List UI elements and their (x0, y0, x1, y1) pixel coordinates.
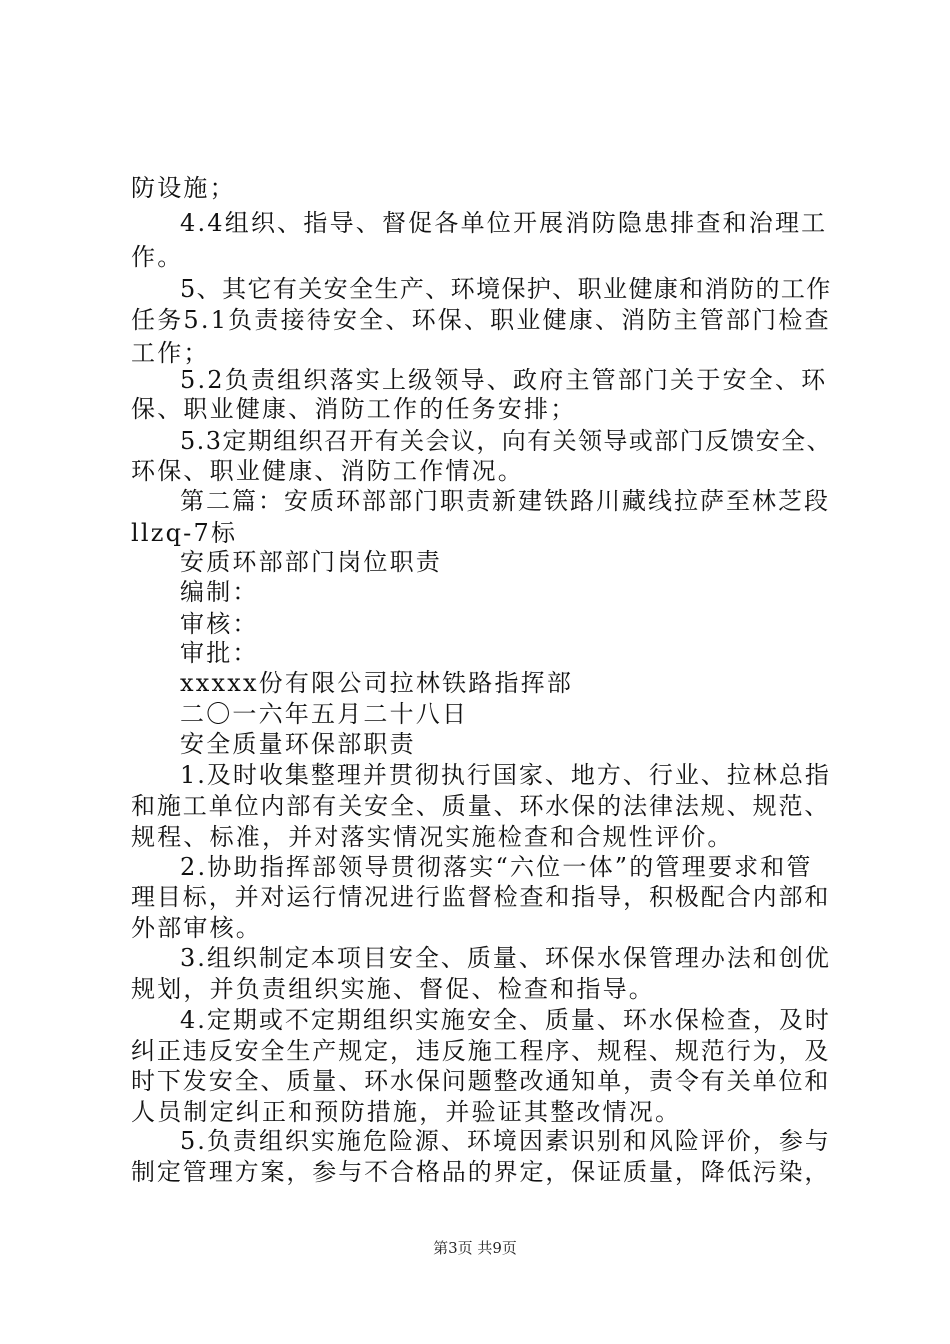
page-number-footer: 第3页 共9页 (433, 1239, 517, 1257)
text-line: 作。 (131, 243, 184, 271)
text-line: 理目标，并对运行情况进行监督检查和指导，积极配合内部和 (131, 883, 831, 911)
text-line: 环保、职业健康、消防工作情况。 (131, 457, 524, 485)
text-line: 编制： (180, 578, 259, 606)
text-line: 外部审核。 (131, 914, 262, 942)
text-line: 二〇一六年五月二十八日 (180, 700, 469, 728)
text-line: 4.定期或不定期组织实施安全、质量、环水保检查，及时 (180, 1006, 831, 1034)
text-line: 审批： (180, 639, 259, 667)
text-line: 审核： (180, 610, 259, 638)
text-line: 5.负责组织实施危险源、环境因素识别和风险评价，参与 (180, 1127, 831, 1155)
text-line: 纠正违反安全生产规定，违反施工程序、规程、规范行为，及 (131, 1037, 831, 1065)
text-line: 安质环部部门岗位职责 (180, 548, 442, 576)
text-line: 1.及时收集整理并贯彻执行国家、地方、行业、拉林总指 (180, 761, 831, 789)
text-line: 制定管理方案，参与不合格品的界定，保证质量，降低污染， (131, 1158, 831, 1186)
text-line: 4.4组织、指导、督促各单位开展消防隐患排查和治理工 (180, 209, 828, 237)
text-line: 安全质量环保部职责 (180, 730, 416, 758)
text-line: 任务5.1负责接待安全、环保、职业健康、消防主管部门检查 (131, 306, 831, 334)
text-line: 5、其它有关安全生产、环境保护、职业健康和消防的工作 (180, 275, 832, 303)
text-line: 时下发安全、质量、环水保问题整改通知单，责令有关单位和 (131, 1067, 831, 1095)
text-line: 2.协助指挥部领导贯彻落实“六位一体”的管理要求和管 (180, 853, 813, 881)
text-line: 人员制定纠正和预防措施，并验证其整改情况。 (131, 1098, 682, 1126)
text-line: 规划，并负责组织实施、督促、检查和指导。 (131, 975, 655, 1003)
text-line: 工作； (131, 339, 210, 367)
text-line: 5.2负责组织落实上级领导、政府主管部门关于安全、环 (180, 366, 828, 394)
text-line: 和施工单位内部有关安全、质量、环水保的法律法规、规范、 (131, 792, 831, 820)
text-line: llzq-7标 (131, 519, 238, 547)
text-line: 3.组织制定本项目安全、质量、环保水保管理办法和创优 (180, 944, 831, 972)
text-line: xxxxx份有限公司拉林铁路指挥部 (180, 669, 574, 697)
section-heading: 第二篇：安质环部部门职责新建铁路川藏线拉萨至林芝段 (180, 487, 830, 515)
text-line: 保、职业健康、消防工作的任务安排； (131, 395, 577, 423)
text-line: 防设施； (131, 174, 236, 202)
text-line: 规程、标准，并对落实情况实施检查和合规性评价。 (131, 823, 734, 851)
text-line: 5.3定期组织召开有关会议，向有关领导或部门反馈安全、 (180, 427, 832, 455)
